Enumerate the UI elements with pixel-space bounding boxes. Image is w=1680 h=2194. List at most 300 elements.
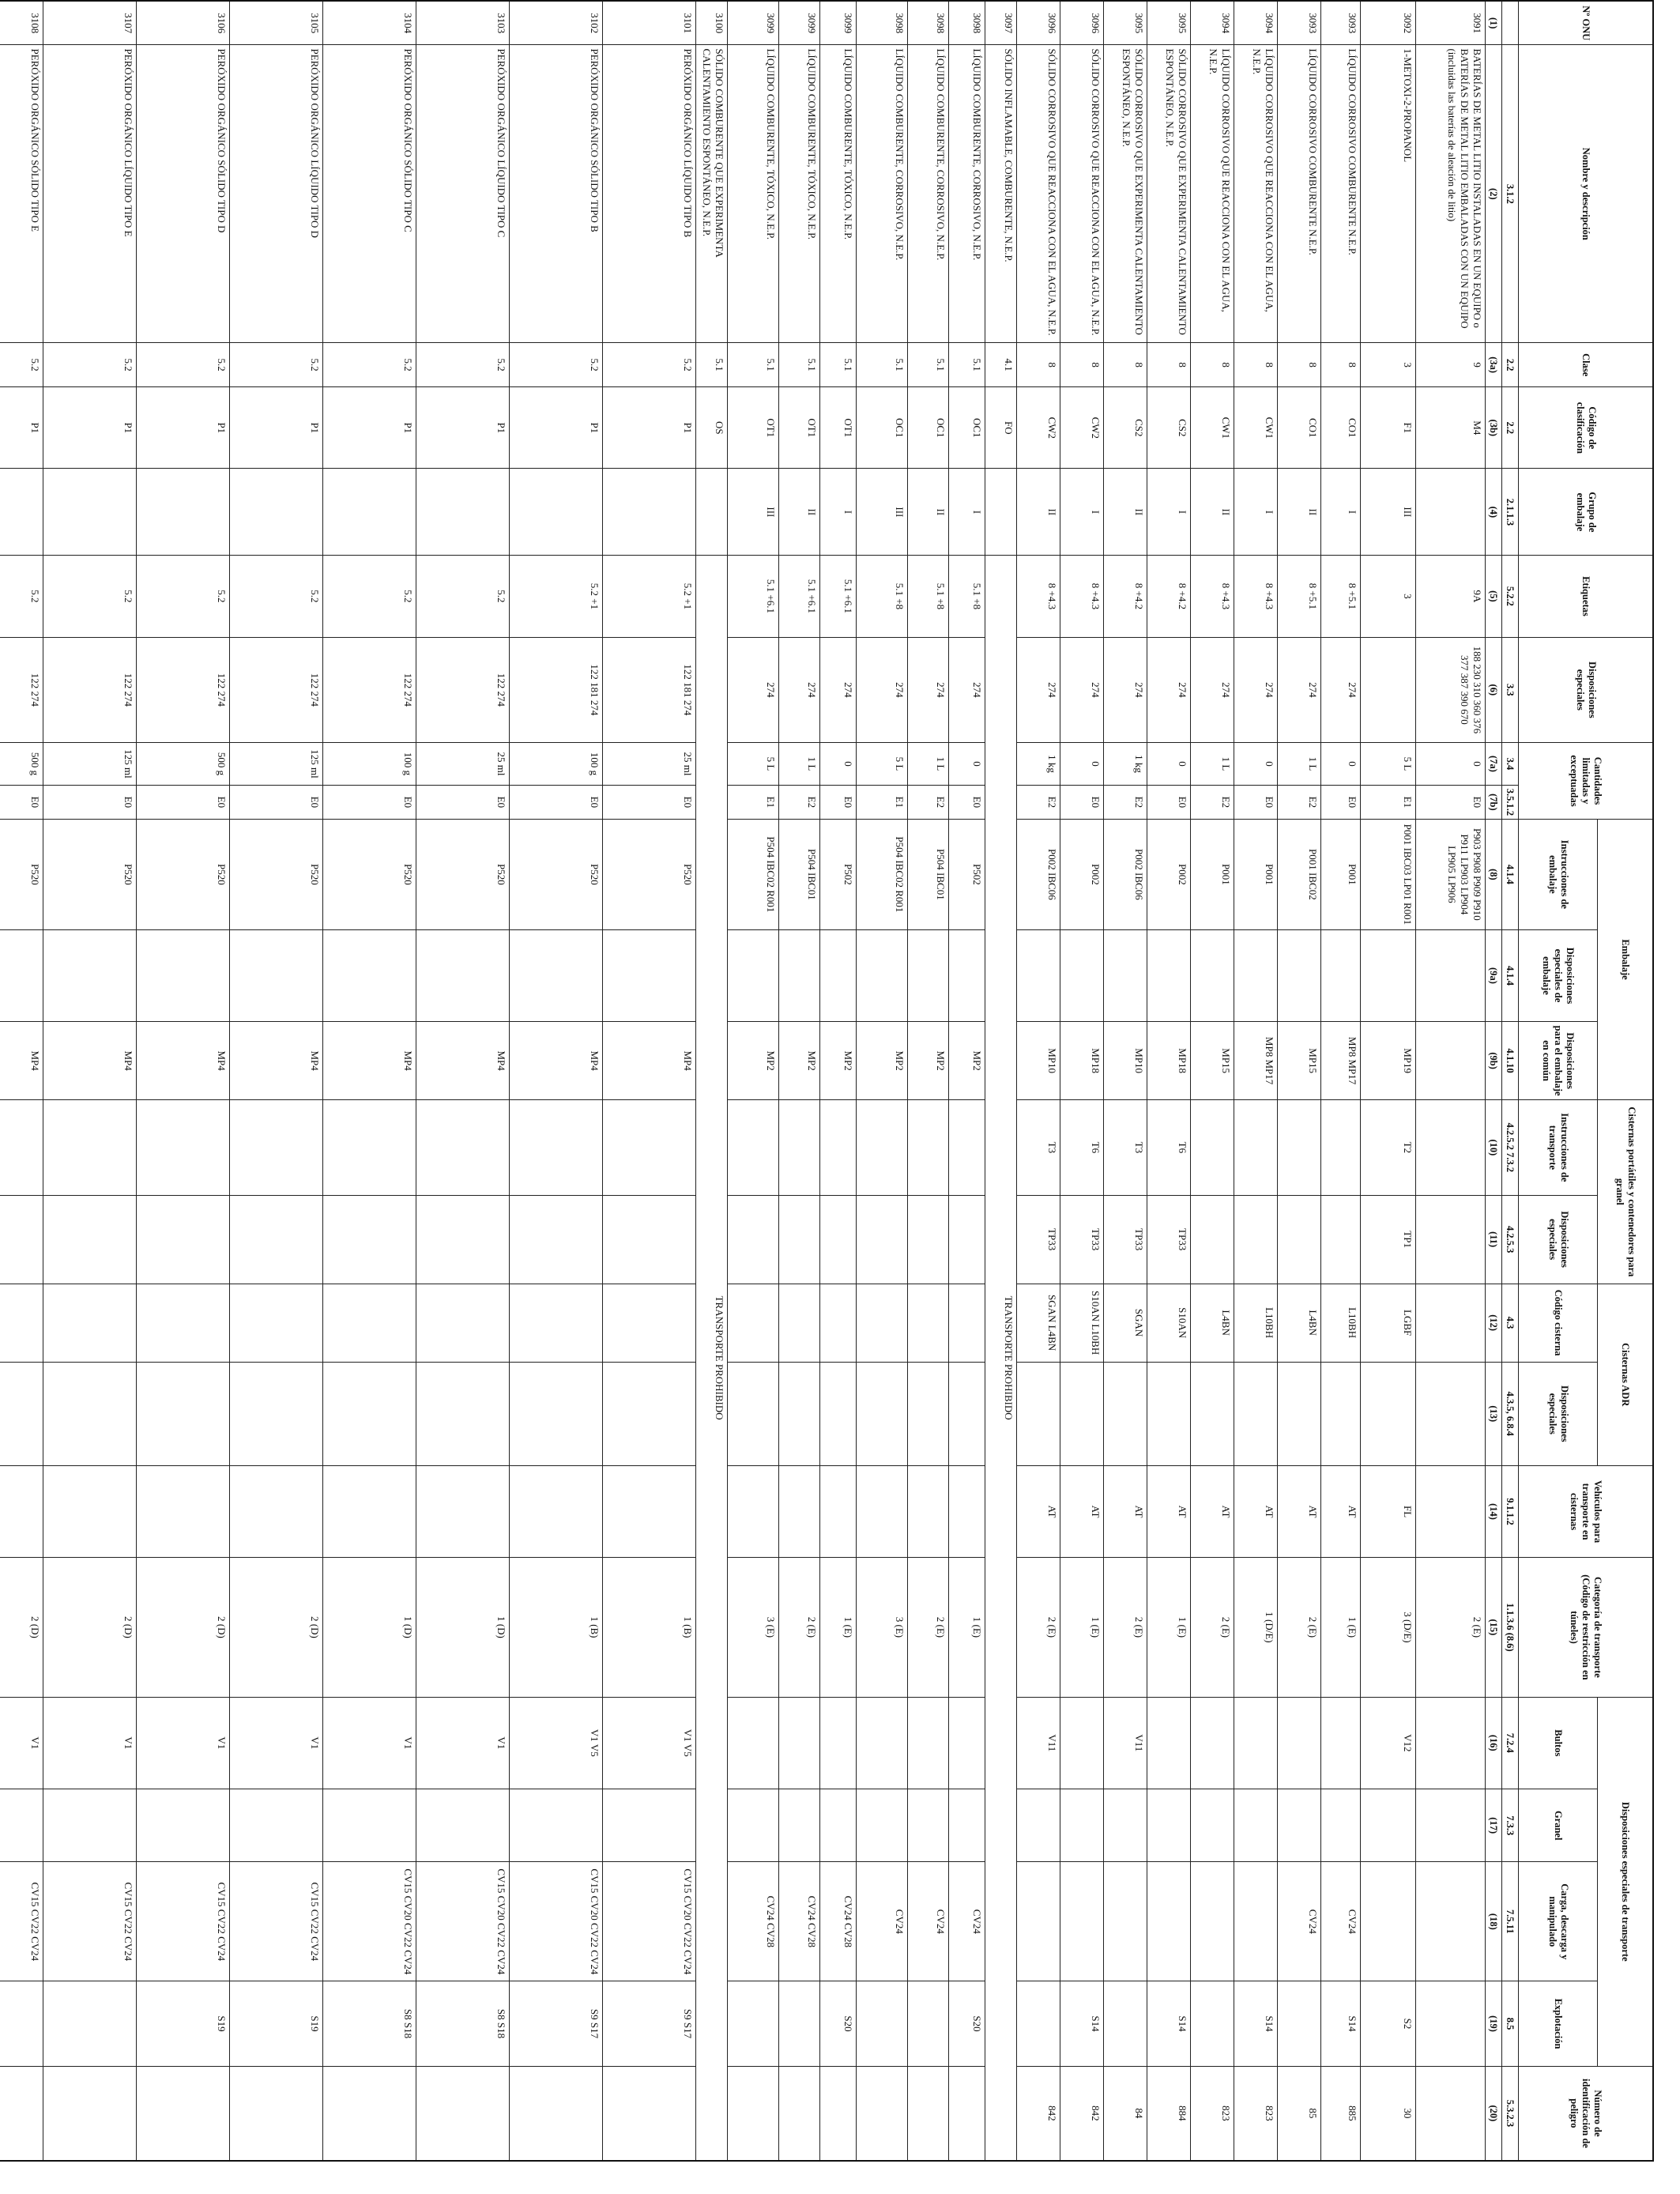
cell-comun: MP15 bbox=[1278, 1022, 1321, 1100]
cell-cod_cist: L10BH bbox=[1234, 1284, 1278, 1362]
column-number-cell: (1) bbox=[1486, 1, 1502, 45]
cell-instr_trans bbox=[1416, 1100, 1486, 1196]
cell-lq: 1 L bbox=[1278, 743, 1321, 786]
cell-instr: P001 IBC03 LP01 R001 bbox=[1361, 819, 1416, 929]
cell-cod_cist: L4BN bbox=[1191, 1284, 1234, 1362]
cell-explot bbox=[1017, 1981, 1060, 2067]
cell-cat: 1 (B) bbox=[603, 1558, 696, 1698]
column-number-cell: (3b) bbox=[1486, 387, 1502, 469]
cell-cod_cist: S10AN L10BH bbox=[1060, 1284, 1104, 1362]
cell-nombre: SÓLIDO CORROSIVO QUE EXPERIMENTA CALENTAMIENTO ESPONTÁNEO, N.E.P. bbox=[1104, 45, 1147, 343]
cell-etiquetas: 3 bbox=[1361, 556, 1416, 637]
cell-disp bbox=[1361, 637, 1416, 742]
cell-disp_emb bbox=[779, 929, 820, 1021]
cell-comun: MP15 bbox=[1191, 1022, 1234, 1100]
cell-eq: E1 bbox=[728, 785, 779, 819]
header-granel: Granel bbox=[1519, 1789, 1598, 1862]
cell-codigo: P1 bbox=[43, 387, 137, 469]
cell-disp_cist bbox=[1104, 1362, 1147, 1465]
cell-eq: E0 bbox=[137, 785, 230, 819]
cell-eq: E2 bbox=[1191, 785, 1234, 819]
cell-cat: 2 (E) bbox=[1104, 1558, 1147, 1698]
cell-disp: 274 bbox=[1147, 637, 1191, 742]
cell-bultos bbox=[1234, 1697, 1278, 1789]
cell-disp: 122 274 bbox=[43, 637, 137, 742]
reference-cell: 2.2 bbox=[1502, 343, 1519, 387]
reference-cell: 5.3.2.3 bbox=[1502, 2066, 1519, 2161]
cell-carga: CV24 CV28 bbox=[728, 1862, 779, 1981]
cell-cod_cist bbox=[230, 1284, 323, 1362]
cell-lq: 0 bbox=[820, 743, 857, 786]
cell-disp_emb bbox=[1060, 929, 1104, 1021]
cell-eq: E0 bbox=[0, 785, 43, 819]
cell-disp_emb bbox=[908, 929, 949, 1021]
cell-disp_cist bbox=[323, 1362, 416, 1465]
cell-explot: S14 bbox=[1147, 1981, 1191, 2067]
header-codigo-cisterna: Código cisterna bbox=[1519, 1284, 1598, 1362]
cell-cat: 2 (E) bbox=[1416, 1558, 1486, 1698]
cell-grupo: I bbox=[1321, 469, 1361, 556]
reference-cell: 4.1.4 bbox=[1502, 819, 1519, 929]
cell-etiquetas: 5.2 +1 bbox=[510, 556, 603, 637]
cell-cat: 2 (E) bbox=[1191, 1558, 1234, 1698]
cell-codigo: CW2 bbox=[1017, 387, 1060, 469]
cell-codigo: OC1 bbox=[857, 387, 908, 469]
cell-veh bbox=[510, 1465, 603, 1557]
cell-bultos bbox=[1278, 1697, 1321, 1789]
reference-cell: 2.1.1.3 bbox=[1502, 469, 1519, 556]
cell-onu: 3094 bbox=[1234, 1, 1278, 45]
cell-granel bbox=[1234, 1789, 1278, 1862]
cell-lq: 25 ml bbox=[416, 743, 510, 786]
cell-clase: 5.2 bbox=[603, 343, 696, 387]
cell-carga: CV15 CV22 CV24 bbox=[137, 1862, 230, 1981]
cell-granel bbox=[1147, 1789, 1191, 1862]
cell-disp: 122 274 bbox=[230, 637, 323, 742]
cell-onu: 3099 bbox=[728, 1, 779, 45]
cell-disp_granel bbox=[1278, 1195, 1321, 1284]
cell-disp_cist bbox=[1017, 1362, 1060, 1465]
cell-carga: CV15 CV22 CV24 bbox=[230, 1862, 323, 1981]
cell-veh bbox=[857, 1465, 908, 1557]
table-row bbox=[1278, 1, 1321, 2161]
cell-comun: MP2 bbox=[728, 1022, 779, 1100]
cell-disp: 274 bbox=[1017, 637, 1060, 742]
header-group-cisternas-portatiles: Cisternas portátiles y contenedores para granel bbox=[1598, 1100, 1653, 1284]
cell-veh bbox=[728, 1465, 779, 1557]
cell-instr_trans: T6 bbox=[1147, 1100, 1191, 1196]
cell-instr: P520 bbox=[230, 819, 323, 929]
table-row bbox=[603, 1, 696, 2161]
cell-onu: 3097 bbox=[985, 1, 1017, 45]
cell-disp_emb bbox=[1147, 929, 1191, 1021]
cell-instr_trans bbox=[230, 1100, 323, 1196]
cell-comun: MP10 bbox=[1017, 1022, 1060, 1100]
cell-disp_granel bbox=[323, 1195, 416, 1284]
cell-nombre: PERÓXIDO ORGÁNICO LÍQUIDO TIPO D bbox=[230, 45, 323, 343]
cell-grupo bbox=[137, 469, 230, 556]
cell-eq: E2 bbox=[1017, 785, 1060, 819]
cell-nombre: PERÓXIDO ORGÁNICO SÓLIDO TIPO C bbox=[323, 45, 416, 343]
cell-peligro bbox=[0, 2066, 43, 2161]
cell-onu: 3098 bbox=[949, 1, 985, 45]
cell-instr_trans bbox=[416, 1100, 510, 1196]
cell-disp_emb bbox=[857, 929, 908, 1021]
cell-eq: E0 bbox=[1147, 785, 1191, 819]
cell-onu: 3094 bbox=[1191, 1, 1234, 45]
cell-bultos: V1 bbox=[137, 1697, 230, 1789]
cell-onu: 3098 bbox=[857, 1, 908, 45]
cell-bultos bbox=[820, 1697, 857, 1789]
cell-disp_granel bbox=[857, 1195, 908, 1284]
cell-lq: 0 bbox=[1234, 743, 1278, 786]
cell-onu: 3095 bbox=[1147, 1, 1191, 45]
cell-grupo: I bbox=[1060, 469, 1104, 556]
cell-carga bbox=[1234, 1862, 1278, 1981]
table-row bbox=[510, 1, 603, 2161]
cell-codigo: P1 bbox=[416, 387, 510, 469]
cell-cat: 1 (D) bbox=[323, 1558, 416, 1698]
cell-etiquetas: 5.2 bbox=[137, 556, 230, 637]
cell-codigo: OC1 bbox=[949, 387, 985, 469]
cell-bultos: V1 V5 bbox=[510, 1697, 603, 1789]
table-row bbox=[1017, 1, 1060, 2161]
header-bultos: Bultos bbox=[1519, 1697, 1598, 1789]
column-number-cell: (14) bbox=[1486, 1465, 1502, 1557]
cell-instr_trans bbox=[728, 1100, 779, 1196]
header-grupo-embalaje: Grupo de embalaje bbox=[1519, 469, 1653, 556]
cell-clase: 3 bbox=[1361, 343, 1416, 387]
cell-carga: CV24 bbox=[949, 1862, 985, 1981]
cell-peligro bbox=[949, 2066, 985, 2161]
cell-granel bbox=[43, 1789, 137, 1862]
table-row bbox=[820, 1, 857, 2161]
cell-instr_trans bbox=[820, 1100, 857, 1196]
cell-eq: E0 bbox=[323, 785, 416, 819]
cell-grupo bbox=[603, 469, 696, 556]
cell-granel bbox=[1104, 1789, 1147, 1862]
cell-etiquetas: 8 +5.1 bbox=[1321, 556, 1361, 637]
cell-comun: MP4 bbox=[323, 1022, 416, 1100]
cell-grupo: III bbox=[857, 469, 908, 556]
cell-onu: 3103 bbox=[416, 1, 510, 45]
cell-grupo: III bbox=[728, 469, 779, 556]
cell-codigo: CO1 bbox=[1278, 387, 1321, 469]
cell-bultos bbox=[908, 1697, 949, 1789]
cell-onu: 3096 bbox=[1060, 1, 1104, 45]
table-row bbox=[1321, 1, 1361, 2161]
cell-nombre: LÍQUIDO CORROSIVO COMBURENTE N.E.P. bbox=[1278, 45, 1321, 343]
cell-clase: 5.2 bbox=[137, 343, 230, 387]
cell-lq: 100 g bbox=[510, 743, 603, 786]
rotated-page bbox=[18, 0, 1654, 2162]
header-disp-especiales-granel: Disposiciones especiales bbox=[1519, 1195, 1598, 1284]
cell-eq: E2 bbox=[779, 785, 820, 819]
cell-explot bbox=[728, 1981, 779, 2067]
cell-granel bbox=[137, 1789, 230, 1862]
cell-codigo: M4 bbox=[1416, 387, 1486, 469]
cell-nombre: LÍQUIDO CORROSIVO QUE REACCIONA CON EL AGUA, N.E.P. bbox=[1191, 45, 1234, 343]
cell-etiquetas: 5.2 bbox=[43, 556, 137, 637]
cell-peligro bbox=[728, 2066, 779, 2161]
cell-cat: 2 (E) bbox=[779, 1558, 820, 1698]
cell-lq: 5 L bbox=[1361, 743, 1416, 786]
cell-disp_emb bbox=[137, 929, 230, 1021]
cell-nombre: PERÓXIDO ORGÁNICO SÓLIDO TIPO B bbox=[510, 45, 603, 343]
cell-disp_emb bbox=[510, 929, 603, 1021]
cell-instr_trans bbox=[857, 1100, 908, 1196]
cell-disp: 122 181 274 bbox=[603, 637, 696, 742]
cell-clase: 5.1 bbox=[779, 343, 820, 387]
cell-onu: 3104 bbox=[323, 1, 416, 45]
cell-cat: 3 (E) bbox=[857, 1558, 908, 1698]
cell-veh bbox=[230, 1465, 323, 1557]
cell-eq: E2 bbox=[1278, 785, 1321, 819]
cell-disp_emb bbox=[43, 929, 137, 1021]
cell-disp: 274 bbox=[820, 637, 857, 742]
cell-carga: CV15 CV20 CV22 CV24 bbox=[603, 1862, 696, 1981]
cell-disp_emb bbox=[728, 929, 779, 1021]
reference-cell: 4.1.4 bbox=[1502, 929, 1519, 1021]
cell-lq: 0 bbox=[1321, 743, 1361, 786]
cell-granel bbox=[908, 1789, 949, 1862]
header-vehiculos: Vehículos para transporte en cisternas bbox=[1519, 1465, 1653, 1557]
cell-disp_granel bbox=[908, 1195, 949, 1284]
cell-etiquetas bbox=[985, 556, 1017, 2161]
cell-nombre: PERÓXIDO ORGÁNICO LÍQUIDO TIPO C bbox=[416, 45, 510, 343]
cell-disp_cist bbox=[1147, 1362, 1191, 1465]
cell-grupo bbox=[230, 469, 323, 556]
cell-explot: S20 bbox=[949, 1981, 985, 2067]
cell-grupo: II bbox=[779, 469, 820, 556]
cell-veh bbox=[949, 1465, 985, 1557]
cell-grupo: I bbox=[1147, 469, 1191, 556]
cell-onu: 3093 bbox=[1321, 1, 1361, 45]
cell-etiquetas: 8 +4.3 bbox=[1234, 556, 1278, 637]
cell-disp_granel: TP1 bbox=[1361, 1195, 1416, 1284]
cell-codigo: FO bbox=[985, 387, 1017, 469]
cell-comun: MP2 bbox=[857, 1022, 908, 1100]
cell-disp_granel bbox=[43, 1195, 137, 1284]
cell-disp_emb bbox=[1278, 929, 1321, 1021]
cell-nombre: LÍQUIDO COMBURENTE, CORROSIVO, N.E.P. bbox=[908, 45, 949, 343]
cell-codigo: OC1 bbox=[908, 387, 949, 469]
cell-onu: 3105 bbox=[230, 1, 323, 45]
cell-codigo: OT1 bbox=[728, 387, 779, 469]
column-number-cell: (19) bbox=[1486, 1981, 1502, 2067]
cell-veh bbox=[43, 1465, 137, 1557]
cell-codigo: P1 bbox=[603, 387, 696, 469]
cell-comun: MP2 bbox=[908, 1022, 949, 1100]
cell-onu: 3100 bbox=[696, 1, 728, 45]
cell-disp: 188 230 310 360 376 377 387 390 670 bbox=[1416, 637, 1486, 742]
cell-carga: CV24 bbox=[1278, 1862, 1321, 1981]
cell-instr: P002 IBC06 bbox=[1017, 819, 1060, 929]
cell-explot bbox=[779, 1981, 820, 2067]
cell-peligro bbox=[779, 2066, 820, 2161]
cell-cat: 1 (E) bbox=[1321, 1558, 1361, 1698]
cell-peligro bbox=[323, 2066, 416, 2161]
cell-etiquetas: 8 +5.1 bbox=[1278, 556, 1321, 637]
cell-peligro bbox=[510, 2066, 603, 2161]
column-number-cell: (8) bbox=[1486, 819, 1502, 929]
cell-grupo: I bbox=[820, 469, 857, 556]
cell-cod_cist: L10BH bbox=[1321, 1284, 1361, 1362]
table-row bbox=[1361, 1, 1416, 2161]
prohibited-label: TRANSPORTE PROHIBIDO bbox=[1003, 1295, 1015, 1420]
cell-disp_granel bbox=[1234, 1195, 1278, 1284]
cell-eq: E0 bbox=[230, 785, 323, 819]
cell-instr: P504 IBC02 R001 bbox=[728, 819, 779, 929]
cell-grupo bbox=[323, 469, 416, 556]
cell-clase: 5.2 bbox=[510, 343, 603, 387]
cell-instr_trans bbox=[1278, 1100, 1321, 1196]
cell-comun: MP8 MP17 bbox=[1321, 1022, 1361, 1100]
cell-lq: 125 ml bbox=[43, 743, 137, 786]
cell-disp_granel bbox=[510, 1195, 603, 1284]
cell-lq: 0 bbox=[1060, 743, 1104, 786]
cell-explot bbox=[908, 1981, 949, 2067]
header-instrucciones-embalaje: Instrucciones de embalaje bbox=[1519, 819, 1598, 929]
table-row bbox=[416, 1, 510, 2161]
cell-grupo: II bbox=[908, 469, 949, 556]
cell-clase: 9 bbox=[1416, 343, 1486, 387]
cell-cod_cist: LGBF bbox=[1361, 1284, 1416, 1362]
cell-explot bbox=[0, 1981, 43, 2067]
cell-codigo: OS bbox=[696, 387, 728, 469]
cell-eq: E0 bbox=[1060, 785, 1104, 819]
cell-cod_cist: S10AN bbox=[1147, 1284, 1191, 1362]
header-group-disp-transporte: Disposiciones especiales de transporte bbox=[1598, 1697, 1653, 2066]
cell-bultos bbox=[949, 1697, 985, 1789]
reference-cell: 4.3.5, 6.8.4 bbox=[1502, 1362, 1519, 1465]
cell-veh bbox=[323, 1465, 416, 1557]
cell-disp_emb bbox=[1361, 929, 1416, 1021]
cell-carga bbox=[1017, 1862, 1060, 1981]
cell-disp_emb bbox=[1191, 929, 1234, 1021]
reference-cell: 8.5 bbox=[1502, 1981, 1519, 2067]
cell-explot bbox=[1104, 1981, 1147, 2067]
cell-lq: 5 L bbox=[857, 743, 908, 786]
cell-lq: 0 bbox=[1147, 743, 1191, 786]
cell-grupo: II bbox=[1191, 469, 1234, 556]
column-number-cell: (7a) bbox=[1486, 743, 1502, 786]
cell-disp_granel bbox=[1321, 1195, 1361, 1284]
cell-disp_cist bbox=[1416, 1362, 1486, 1465]
column-number-cell: (10) bbox=[1486, 1100, 1502, 1196]
cell-disp_cist bbox=[1234, 1362, 1278, 1465]
cell-granel bbox=[728, 1789, 779, 1862]
cell-nombre: LÍQUIDO COMBURENTE, TÓXICO, N.E.P. bbox=[779, 45, 820, 343]
cell-nombre: LÍQUIDO CORROSIVO COMBURENTE N.E.P. bbox=[1321, 45, 1361, 343]
cell-carga: CV24 CV28 bbox=[779, 1862, 820, 1981]
header-clase: Clase bbox=[1519, 343, 1653, 387]
cell-cat: 2 (E) bbox=[908, 1558, 949, 1698]
cell-cat: 1 (E) bbox=[949, 1558, 985, 1698]
cell-cat: 2 (D) bbox=[43, 1558, 137, 1698]
header-num-peligro: Número de identificación de peligro bbox=[1519, 2066, 1653, 2161]
cell-eq: E2 bbox=[1104, 785, 1147, 819]
header-nombre: Nombre y descripción bbox=[1519, 45, 1653, 343]
reference-cell: 4.2.5.2 7.3.2 bbox=[1502, 1100, 1519, 1196]
cell-peligro: 885 bbox=[1321, 2066, 1361, 2161]
cell-disp_cist bbox=[137, 1362, 230, 1465]
cell-instr_trans: T6 bbox=[1060, 1100, 1104, 1196]
cell-comun bbox=[1416, 1022, 1486, 1100]
column-number-cell: (13) bbox=[1486, 1362, 1502, 1465]
cell-disp_emb bbox=[1234, 929, 1278, 1021]
column-number-cell: (18) bbox=[1486, 1862, 1502, 1981]
cell-nombre: PERÓXIDO ORGÁNICO SÓLIDO TIPO D bbox=[137, 45, 230, 343]
cell-bultos: V1 V5 bbox=[603, 1697, 696, 1789]
reference-cell: 9.1.1.2 bbox=[1502, 1465, 1519, 1557]
cell-onu: 3102 bbox=[510, 1, 603, 45]
cell-eq: E0 bbox=[949, 785, 985, 819]
cell-onu: 3107 bbox=[43, 1, 137, 45]
cell-clase: 8 bbox=[1278, 343, 1321, 387]
cell-grupo bbox=[43, 469, 137, 556]
cell-explot: S19 bbox=[230, 1981, 323, 2067]
table-body bbox=[0, 1, 1486, 2161]
cell-veh: AT bbox=[1191, 1465, 1234, 1557]
cell-disp_cist bbox=[1191, 1362, 1234, 1465]
cell-clase: 5.1 bbox=[728, 343, 779, 387]
cell-nombre: BATERÍAS DE METAL LITIO INSTALADAS EN UN EQUIPO o BATERÍAS DE METAL LITIO EMBALADAS CON UN EQUIPO (incluidas las baterías de aleación de litio) bbox=[1416, 45, 1486, 343]
cell-instr: P502 bbox=[949, 819, 985, 929]
table-row bbox=[949, 1, 985, 2161]
cell-disp_granel: TP33 bbox=[1060, 1195, 1104, 1284]
reference-cell: 3.3 bbox=[1502, 637, 1519, 742]
cell-cat: 2 (E) bbox=[1278, 1558, 1321, 1698]
cell-disp_cist bbox=[728, 1362, 779, 1465]
cell-instr: P001 bbox=[1321, 819, 1361, 929]
cell-cat: 2 (D) bbox=[230, 1558, 323, 1698]
cell-disp_granel bbox=[416, 1195, 510, 1284]
table-row bbox=[728, 1, 779, 2161]
cell-instr_trans bbox=[1234, 1100, 1278, 1196]
cell-peligro: 85 bbox=[1278, 2066, 1321, 2161]
cell-etiquetas: 5.1 +8 bbox=[949, 556, 985, 637]
cell-disp: 274 bbox=[1321, 637, 1361, 742]
cell-clase: 5.2 bbox=[323, 343, 416, 387]
cell-etiquetas: 5.2 bbox=[230, 556, 323, 637]
cell-grupo: III bbox=[1361, 469, 1416, 556]
cell-etiquetas: 5.1 +8 bbox=[857, 556, 908, 637]
cell-disp_emb bbox=[0, 929, 43, 1021]
cell-codigo: P1 bbox=[0, 387, 43, 469]
table-row bbox=[908, 1, 949, 2161]
cell-carga bbox=[1416, 1862, 1486, 1981]
cell-nombre: LÍQUIDO COMBURENTE, TÓXICO, N.E.P. bbox=[820, 45, 857, 343]
cell-cat: 1 (D) bbox=[416, 1558, 510, 1698]
cell-instr: P002 bbox=[1060, 819, 1104, 929]
reference-cell: 7.3.3 bbox=[1502, 1789, 1519, 1862]
cell-eq: E0 bbox=[1234, 785, 1278, 819]
cell-grupo bbox=[1416, 469, 1486, 556]
cell-peligro bbox=[137, 2066, 230, 2161]
cell-instr: P001 bbox=[1234, 819, 1278, 929]
cell-lq: 0 bbox=[1416, 743, 1486, 786]
cell-carga bbox=[1191, 1862, 1234, 1981]
cell-disp_emb bbox=[949, 929, 985, 1021]
cell-granel bbox=[1060, 1789, 1104, 1862]
cell-clase: 8 bbox=[1321, 343, 1361, 387]
cell-grupo bbox=[510, 469, 603, 556]
cell-etiquetas: 5.1 +8 bbox=[908, 556, 949, 637]
column-number-cell: (15) bbox=[1486, 1558, 1502, 1698]
cell-onu: 3095 bbox=[1104, 1, 1147, 45]
cell-explot: S8 S18 bbox=[416, 1981, 510, 2067]
